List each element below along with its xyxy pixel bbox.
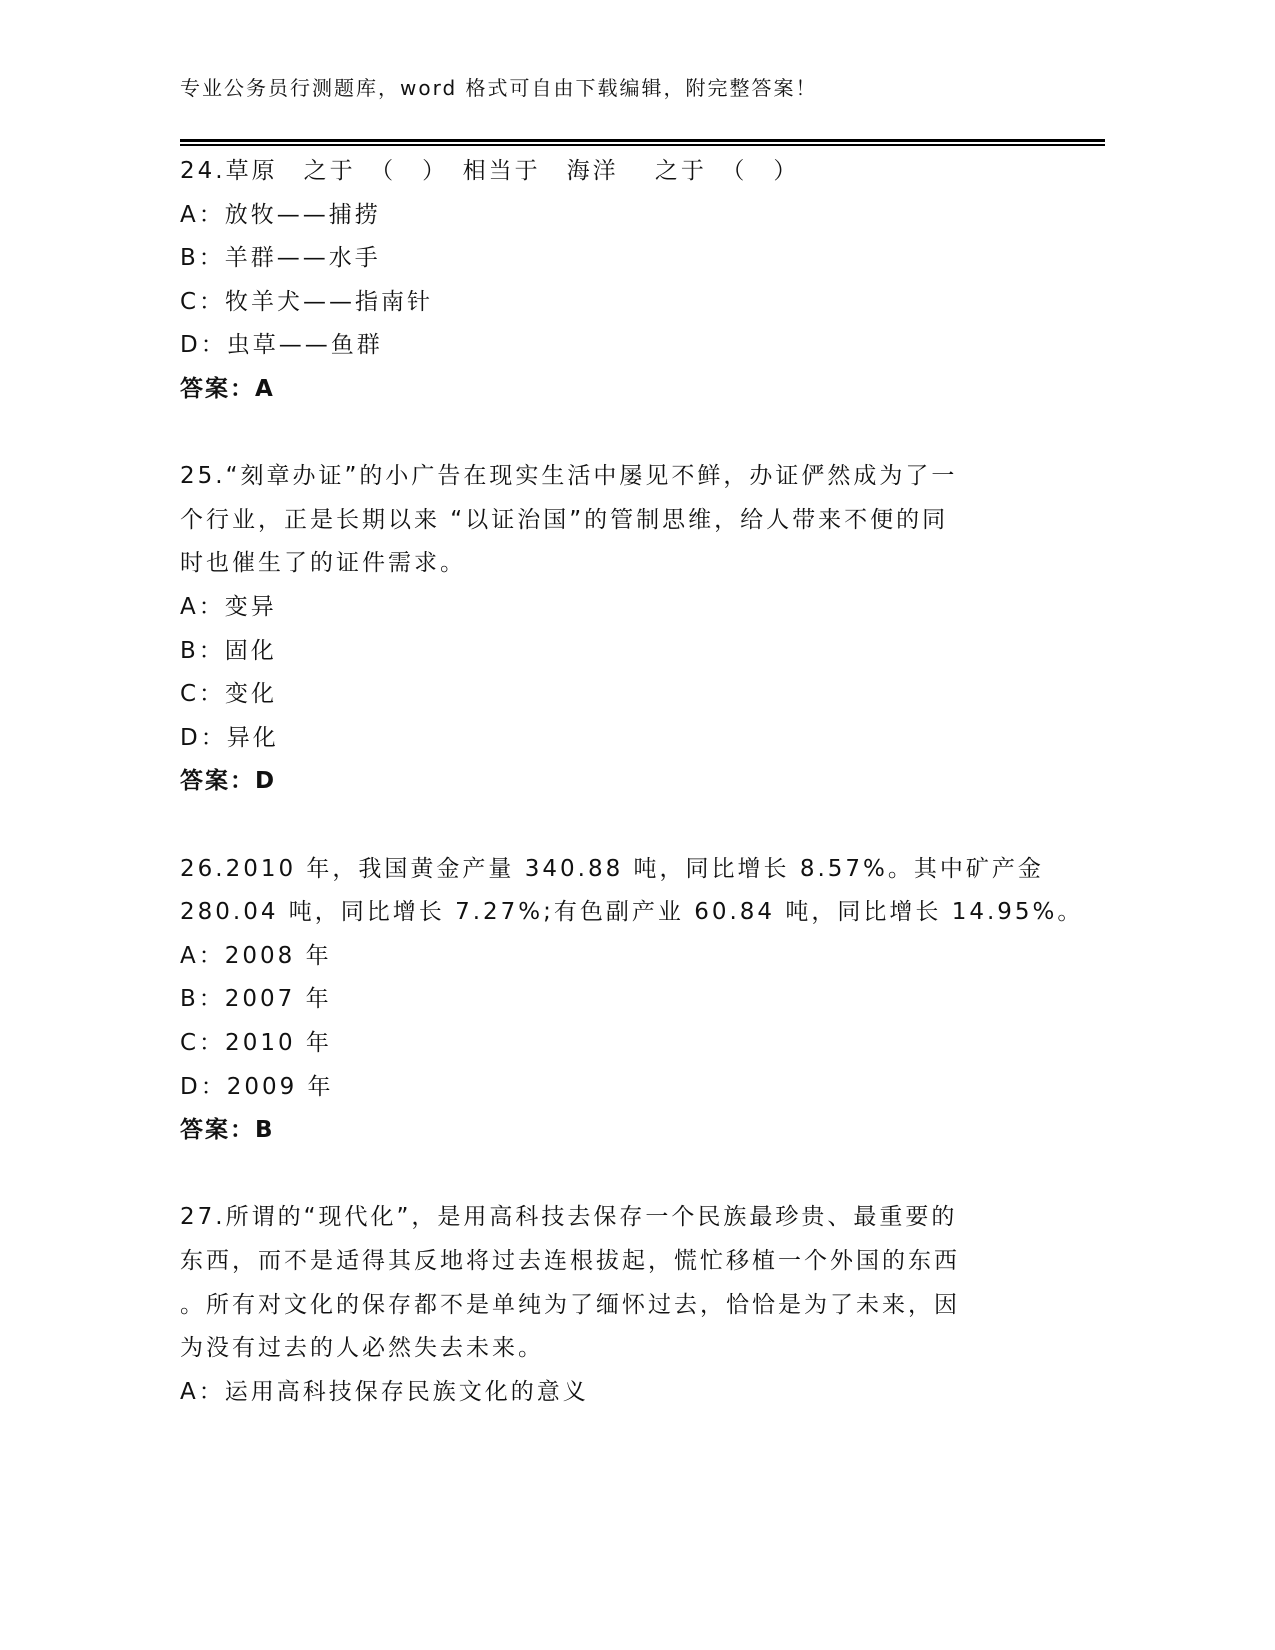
- question-option: D：2009 年: [180, 1073, 334, 1100]
- question-stem-line: 时也催生了的证件需求。: [180, 550, 466, 577]
- question-stem-line: 。所有对文化的保存都不是单纯为了缅怀过去，恰恰是为了未来，因: [180, 1291, 960, 1318]
- question-option: B：羊群——水手: [180, 245, 381, 272]
- question-answer: 答案：A: [180, 376, 275, 402]
- question-option: C：2010 年: [180, 1030, 332, 1056]
- question-stem-line: 个行业，正是长期以来 “以证治国”的管制思维，给人带来不便的同: [180, 506, 949, 533]
- question-option: C：牧羊犬——指南针: [180, 288, 434, 315]
- question-stem-line: 为没有过去的人必然失去未来。: [180, 1335, 544, 1362]
- question-stem-line: 东西，而不是适得其反地将过去连根拔起，慌忙移植一个外国的东西: [180, 1248, 960, 1274]
- question-stem-line: 280.04 吨，同比增长 7.27%;有色副产业 60.84 吨，同比增长 14.95%。: [180, 899, 1084, 926]
- question-option: A：放牧——捕捞: [180, 201, 381, 228]
- question-answer: 答案：B: [180, 1117, 275, 1144]
- question-stem-line: 25.“刻章办证”的小广告在现实生活中屡见不鲜，办证俨然成为了一: [180, 463, 958, 490]
- question-option: A：运用高科技保存民族文化的意义: [180, 1378, 589, 1405]
- question-option: A：2008 年: [180, 942, 332, 969]
- question-stem-line: 24.草原 之于 （ ） 相当于 海洋 之于 （ ）: [180, 158, 800, 184]
- question-option: C：变化: [180, 681, 278, 708]
- question-option: A：变异: [180, 594, 277, 620]
- question-option: B：固化: [180, 637, 277, 664]
- header-rule: [180, 139, 1105, 146]
- question-stem-line: 27.所谓的“现代化”，是用高科技去保存一个民族最珍贵、最重要的: [180, 1204, 958, 1231]
- question-answer: 答案：D: [180, 768, 277, 795]
- question-option: D：虫草——鱼群: [180, 332, 383, 359]
- question-stem-line: 26.2010 年，我国黄金产量 340.88 吨，同比增长 8.57%。其中矿产金: [180, 855, 1044, 882]
- question-option: B：2007 年: [180, 986, 332, 1013]
- page-header: 专业公务员行测题库，word 格式可自由下载编辑，附完整答案！: [180, 76, 818, 100]
- question-option: D：异化: [180, 724, 279, 751]
